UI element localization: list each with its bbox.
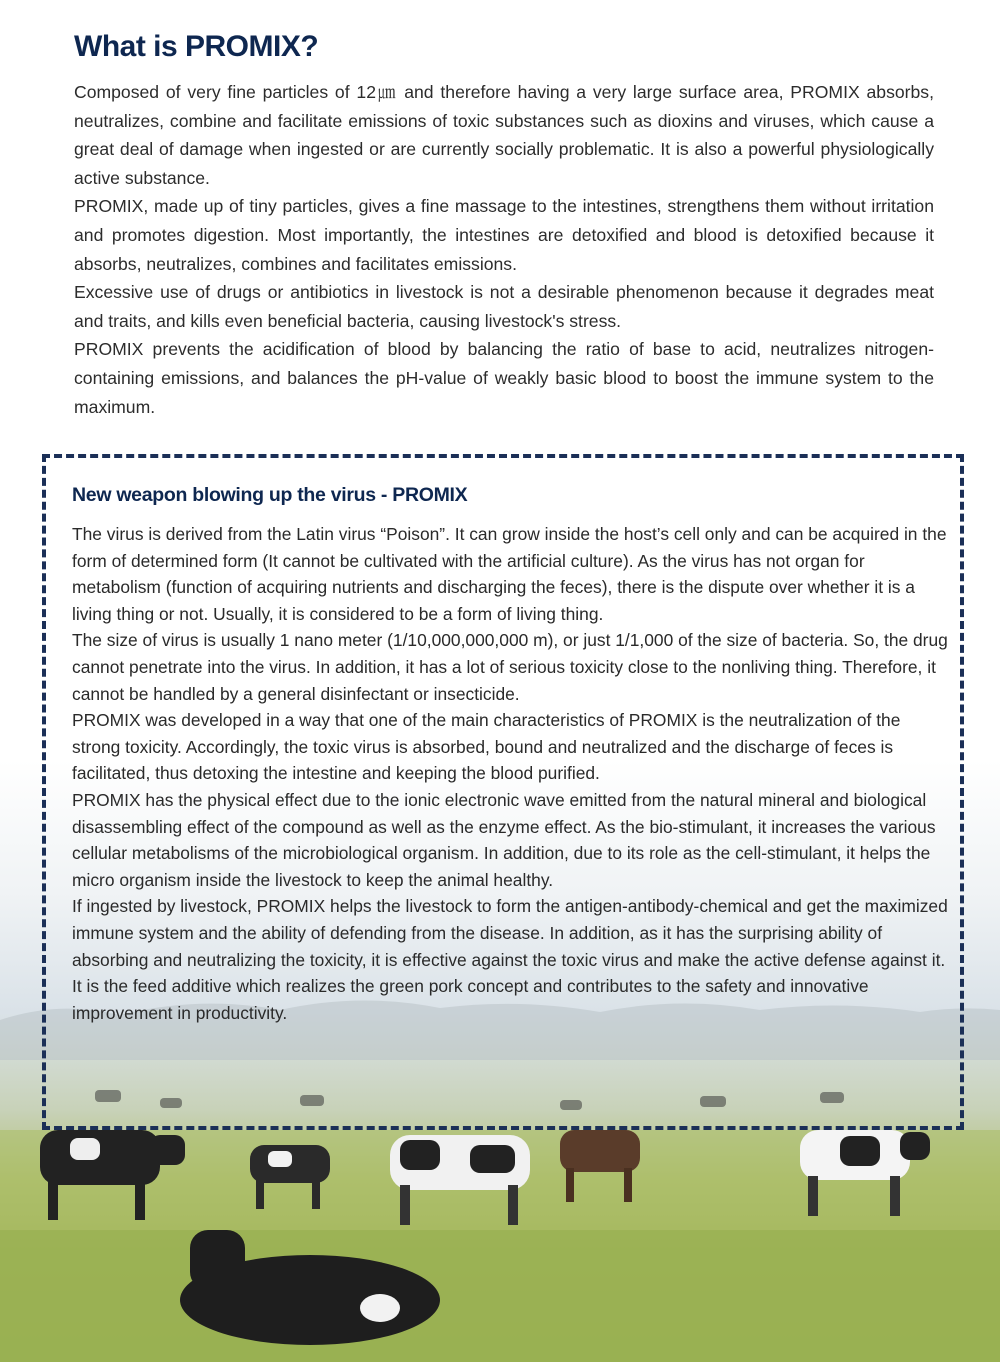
virus-paragraph: The size of virus is usually 1 nano meter (1/10,000,000,000 m), or just 1/1,000 of the size of bacteria. So, the drug cannot penetrate into the virus. In addition, it has a lot of serious toxicity close to the nonliving thing. Therefore, it cannot be handled by a general disinfectant or insecticide.	[72, 630, 948, 704]
virus-paragraph: PROMIX has the physical effect due to the ionic electronic wave emitted from the natural mineral and biological disassembling effect of the compound as well as the enzyme effect. As the bio-stimulant, it increases the various cellular metabolisms of the microbiological organism. In addition, due to its role as the cell-stimulant, it helps the micro organism inside the livestock to keep the animal healthy.	[72, 789, 936, 890]
virus-section-title: New weapon blowing up the virus - PROMIX	[72, 484, 468, 506]
intro-title: What is PROMIX?	[74, 30, 319, 63]
virus-paragraph: If ingested by livestock, PROMIX helps the livestock to form the antigen-antibody-chemical and get the maximized immune system and the ability of defending from the disease. In addition, as it has the surprising ability of absorbing and neutralizing the toxicity, it is effective against the toxic virus and make the active defense against it. It is the feed additive which realizes the green pork concept and contributes to the safety and innovative improvement in productivity.	[72, 896, 948, 1023]
intro-paragraph: Composed of very fine particles of 12㎛ and therefore having a very large surface area, PROMIX absorbs, neutralizes, combine and facilitate emissions of toxic substances such as dioxins and viruses, which cause a great deal of damage when ingested or are currently socially problematic. It is also a powerful physiologically active substance.	[74, 82, 934, 188]
intro-paragraph: PROMIX, made up of tiny particles, gives a fine massage to the intestines, strengthens them without irritation and promotes digestion. Most importantly, the intestines are detoxified and blood is detoxified because it absorbs, neutralizes, combines and facilitates emissions.	[74, 196, 934, 274]
intro-paragraph: Excessive use of drugs or antibiotics in livestock is not a desirable phenomenon because it degrades meat and traits, and kills even beneficial bacteria, causing livestock's stress.	[74, 282, 934, 331]
virus-paragraph: The virus is derived from the Latin virus “Poison”. It can grow inside the host’s cell only and can be acquired in the form of determined form (It cannot be cultivated with the artificial culture). As the virus has not organ for metabolism (function of acquiring nutrients and discharging the feces), there is the dispute over whether it is a living thing or not. Usually, it is considered to be a form of living thing.	[72, 524, 947, 624]
virus-section	[72, 484, 952, 1026]
virus-paragraph: PROMIX was developed in a way that one of the main characteristics of PROMIX is the neutralization of the strong toxicity. Accordingly, the toxic virus is absorbed, bound and neutralized and the discharge of feces is facilitated, thus detoxing the intestine and keeping the blood purified.	[72, 710, 901, 784]
intro-paragraph: PROMIX prevents the acidification of blood by balancing the ratio of base to acid, neutralizes nitrogen-containing emissions, and balances the pH-value of weakly basic blood to boost the immune system to the maximum.	[74, 339, 934, 417]
intro-section	[74, 30, 934, 421]
